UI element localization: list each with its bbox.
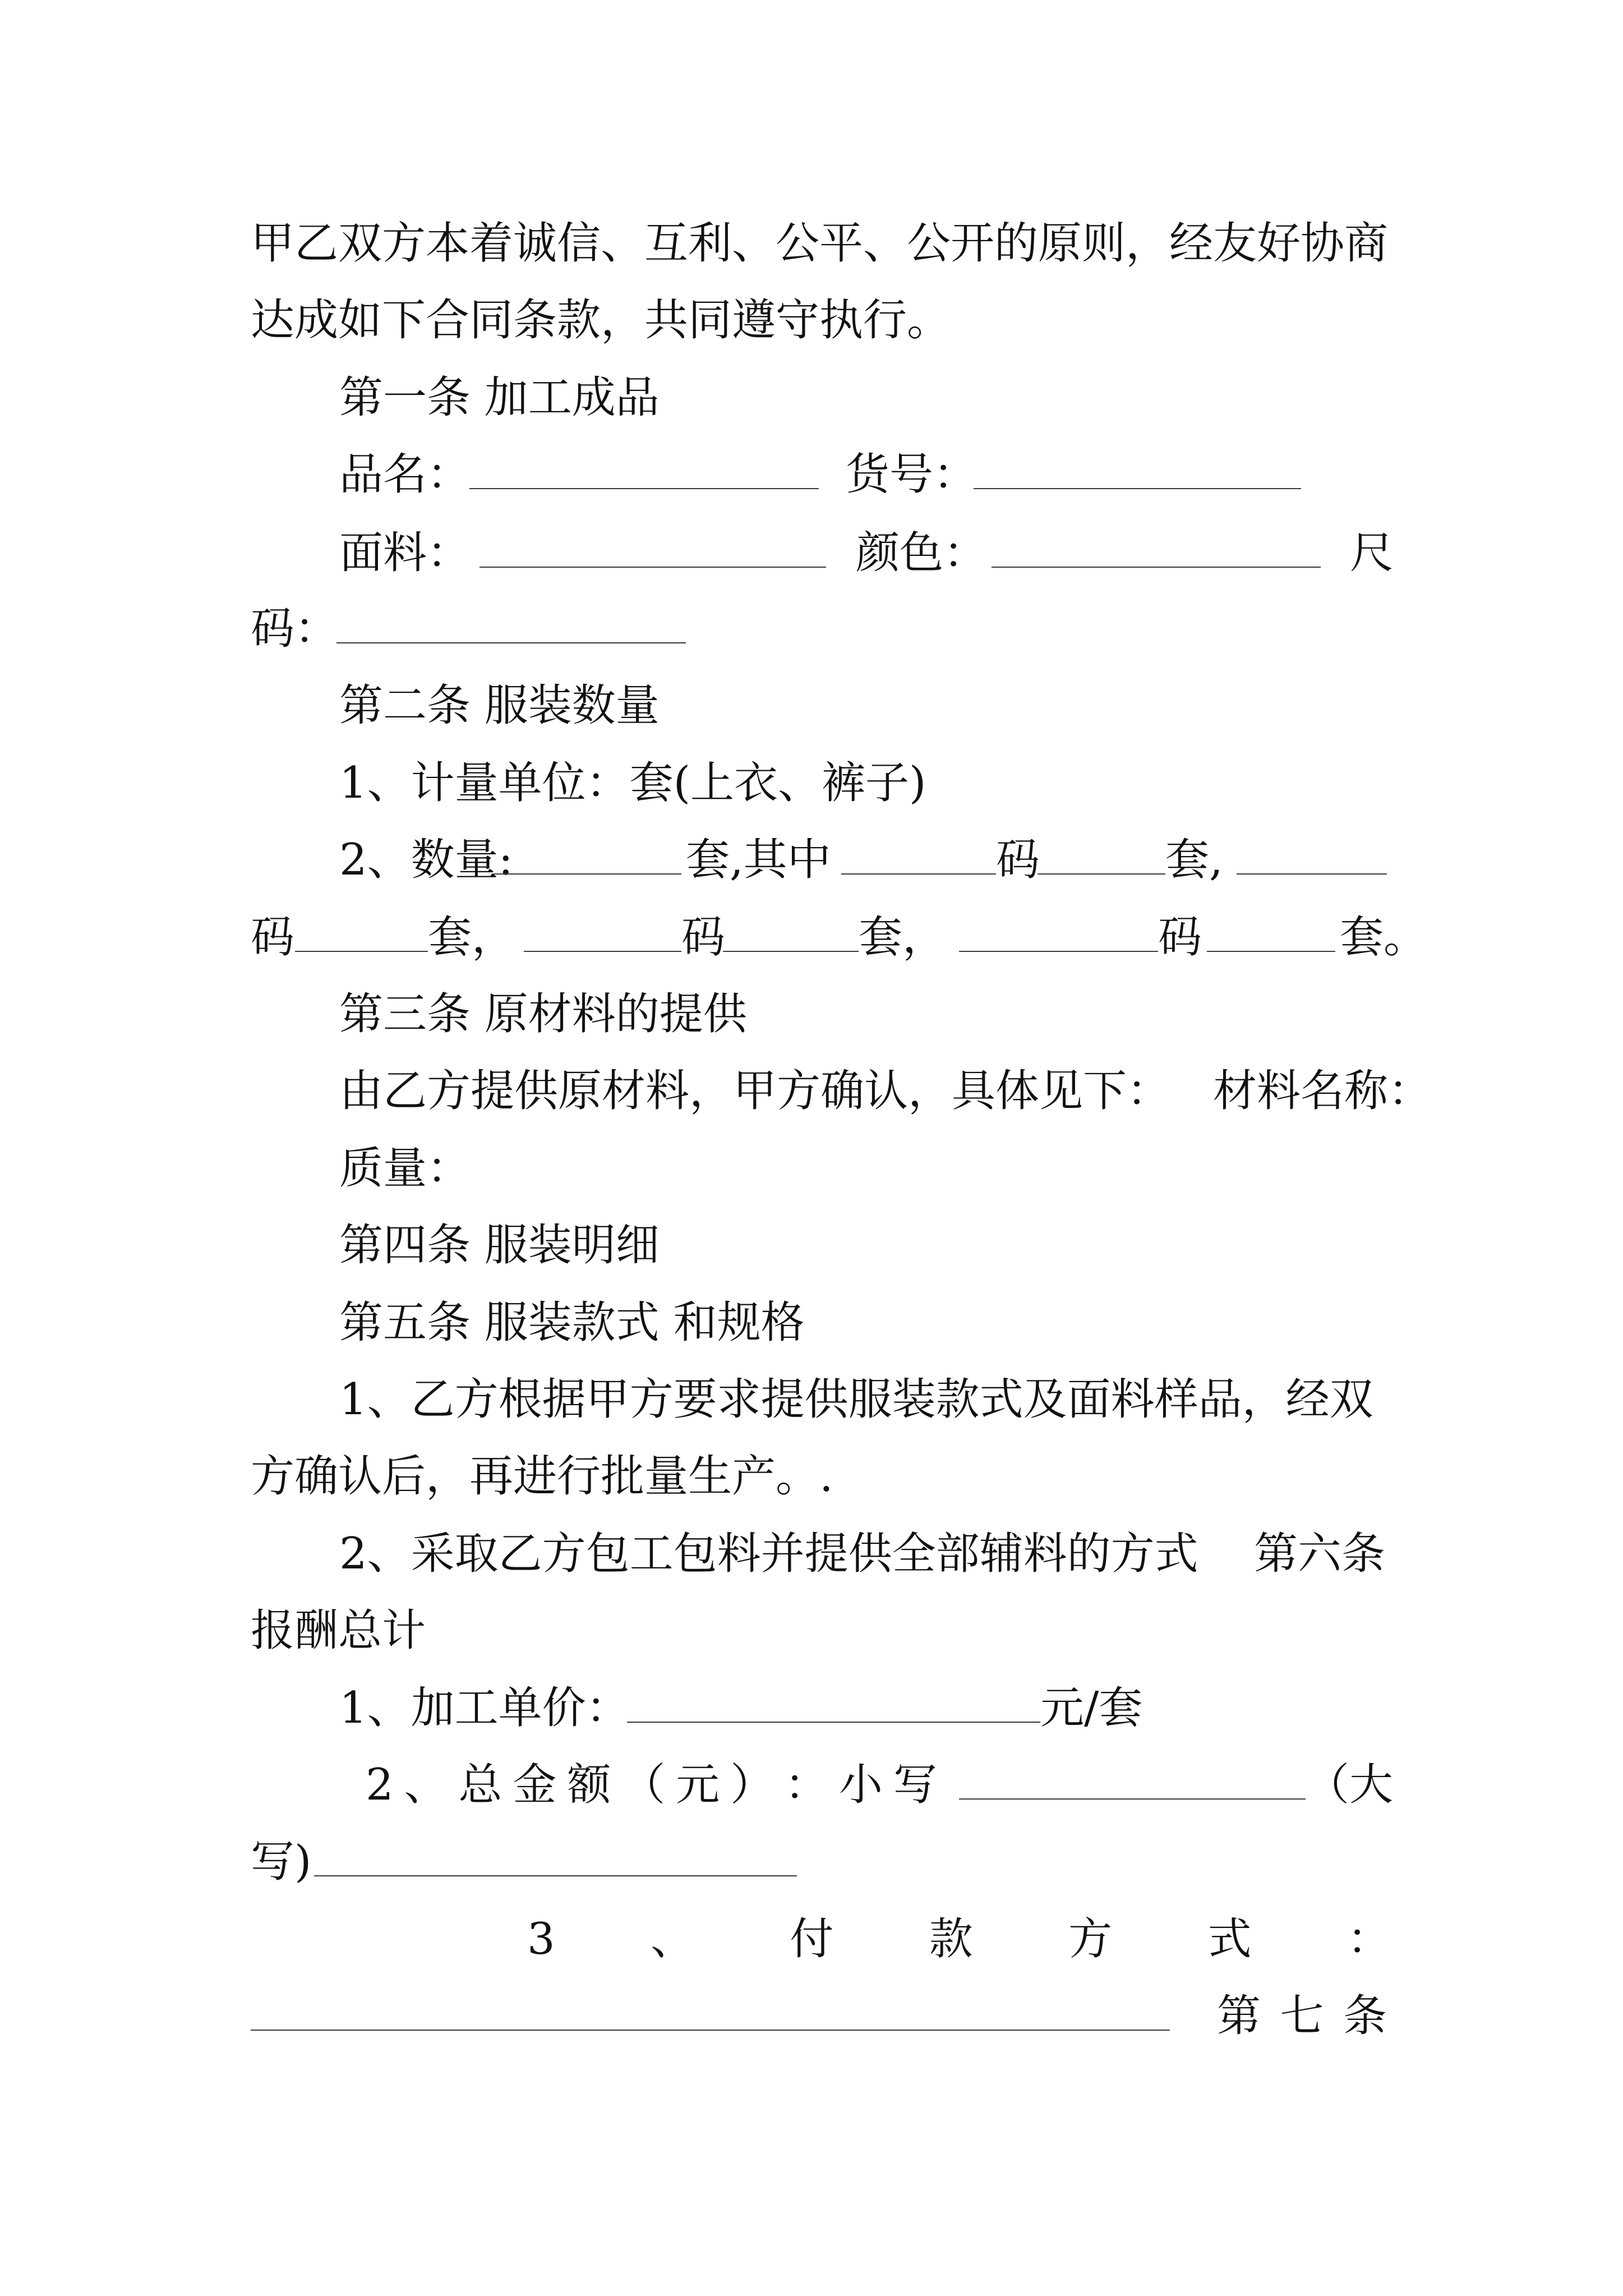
intro-line-1 [0,215,1623,272]
article-5-item-2-line [0,1526,1623,1582]
material-name-label: 材料名称： [1213,1066,1432,1116]
quantity-part: 码 [251,912,295,963]
unit-price-blank [627,1680,1040,1723]
intro-text-2: 达成如下合同条款，共同遵守执行。 [251,295,951,346]
article-5-item-1-line-2 [0,1448,1623,1504]
fabric-line [0,525,1623,581]
materials-text: 由乙方提供原材料，甲方确认，具体见下： [339,1066,1171,1116]
spread-char: 金 [513,1760,557,1810]
spread-char: ： [785,1760,829,1810]
set-count-blank [723,909,859,952]
size-line [0,601,1623,657]
intro-text-1: 甲乙双方本着诚信、互利、公平、公开的原则，经友好协商 [251,218,1389,269]
materials-line [0,1063,1623,1119]
article-5-item-2-text: 2、采取乙方包工包料并提供全部辅料的方式 [339,1529,1198,1579]
quantity-label: 2、数量: [339,835,513,885]
product-name-blank [469,447,819,489]
article-2-title-line [0,678,1623,734]
article-1-title: 第一条 加工成品 [339,372,660,423]
size-label-start: 尺 [1350,528,1394,578]
article-4-title: 第四条 服装明细 [339,1220,660,1271]
product-name-line [0,447,1623,503]
spread-char: 条 [1343,1991,1387,2041]
set-count-blank [295,909,428,952]
article-3-title-line [0,986,1623,1042]
spread-char: 款 [929,1914,973,1964]
article-5-item-1-line-1 [0,1372,1623,1428]
size-label-end: 码： [251,604,339,654]
spread-char: 小 [838,1760,883,1810]
total-amount-line [0,1757,1623,1813]
fabric-blank [479,525,826,568]
spread-char: 写 [893,1760,937,1810]
spread-char: 3 [527,1914,555,1964]
size-blank [336,601,686,643]
article-3-title: 第三条 原材料的提供 [339,989,747,1039]
set-count-blank [1038,832,1165,875]
total-uppercase-open: （大 [1306,1760,1394,1810]
article-4-title-line [0,1217,1623,1273]
quantity-part: 套， [859,912,947,963]
quantity-part: 套， [428,912,516,963]
unit-price-unit: 元/套 [1040,1683,1143,1733]
spread-char: 方 [1068,1914,1113,1964]
set-count-blank [1207,909,1335,952]
spread-char: 2 [366,1760,394,1810]
quantity-total-blank [494,832,681,875]
article-6-title-number: 第六条 [1254,1529,1386,1579]
article-5-item-1-text: 1、乙方根据甲方要求提供服装款式及面料样品，经双 [339,1374,1373,1425]
spread-char: 总 [458,1760,502,1810]
article-6-title-text: 报酬总计 [251,1605,426,1656]
payment-method-label [527,1911,1391,1967]
total-uppercase-line [0,1834,1623,1890]
quantity-part: 套。 [1340,912,1428,963]
quantity-line-1 [0,832,1623,888]
spread-char: 第 [1217,1991,1261,2041]
spread-char: 、 [651,1914,695,1964]
color-blank [992,525,1321,568]
spread-char: 额 [567,1760,611,1810]
quantity-part: 套, [1165,835,1223,885]
fabric-label: 面料： [339,528,471,578]
total-lowercase-blank [959,1757,1306,1800]
spread-char: 七 [1280,1991,1324,2041]
color-label: 颜色： [856,528,988,578]
quantity-part: 码 [1158,912,1202,963]
size-code-blank [841,832,996,875]
payment-method-line [0,1911,1623,1967]
intro-line-2 [0,292,1623,348]
product-name-label: 品名： [339,449,471,500]
item-no-label: 货号： [846,449,978,500]
article-5-title-line [0,1295,1623,1351]
quantity-part: 码 [681,912,726,963]
size-code-blank [1237,832,1387,875]
spread-char: 、 [404,1760,448,1810]
total-amount-label [366,1757,937,1813]
total-uppercase-blank [314,1834,797,1876]
size-code-blank [524,909,681,952]
spread-char: 式 [1207,1914,1252,1964]
article-5-item-1-text-cont: 方确认后，再进行批量生产。. [251,1451,833,1502]
unit-price-line [0,1680,1623,1736]
article-2-title: 第二条 服装数量 [339,680,660,731]
article-7-title-number [1217,1988,1387,2044]
article-5-title: 第五条 服装款式 和规格 [339,1297,805,1348]
spread-char: 付 [790,1914,834,1964]
article-6-title-line [0,1603,1623,1659]
size-code-blank [959,909,1158,952]
unit-price-label: 1、加工单价： [339,1683,630,1733]
unit-text: 1、计量单位：套(上衣、裤子) [339,758,926,808]
total-uppercase-close: 写) [251,1837,312,1887]
quality-line [0,1140,1623,1197]
spread-char: （ [621,1760,666,1810]
payment-method-blank [251,1988,1170,2031]
quantity-part: 码 [996,835,1040,885]
article-1-title-line [0,370,1623,426]
quality-label: 质量： [339,1143,471,1194]
item-no-blank [974,447,1301,489]
spread-char: ） [730,1760,774,1810]
unit-line [0,755,1623,811]
spread-char: 元 [676,1760,720,1810]
payment-blank-line [0,1988,1623,2044]
quantity-part: 套,其中 [686,835,831,885]
quantity-line-2 [0,909,1623,965]
spread-char: ： [1347,1914,1391,1964]
